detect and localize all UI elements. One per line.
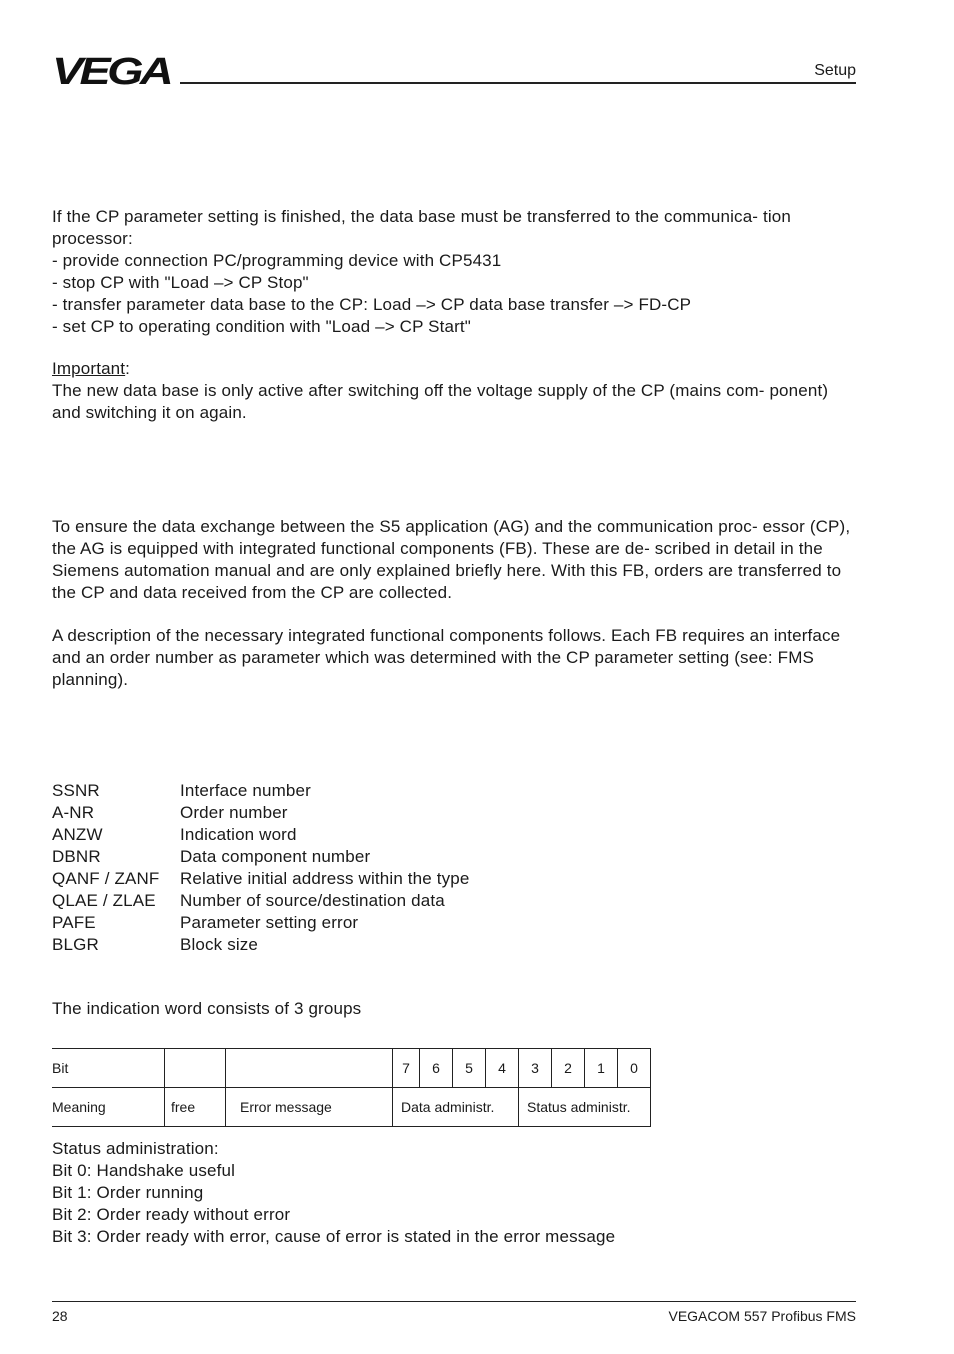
abbreviation-row: SSNR Interface number bbox=[52, 781, 311, 800]
meaning-row bbox=[52, 1088, 651, 1127]
important-label: Important bbox=[52, 359, 126, 378]
error-message-cell: Error message bbox=[226, 1088, 393, 1127]
bit-number: 2 bbox=[552, 1049, 585, 1088]
bit-number: 0 bbox=[618, 1049, 651, 1088]
bit-label: Bit bbox=[52, 1049, 165, 1088]
abbreviation-row: QANF / ZANF Relative initial address within the type bbox=[52, 869, 470, 888]
abbreviation-row: ANZW Indication word bbox=[52, 825, 297, 844]
bit-row bbox=[52, 1049, 651, 1088]
abbreviation-row: DBNR Data component number bbox=[52, 847, 371, 866]
bit-number: 5 bbox=[453, 1049, 486, 1088]
doc-title: VEGACOM 557 Profibus FMS bbox=[668, 1308, 856, 1324]
indication-intro: The indication word consists of 3 groups bbox=[52, 999, 362, 1018]
bit-number: 3 bbox=[519, 1049, 552, 1088]
fb-paragraph-1: To ensure the data exchange between the S5 application (AG) and the communication proc- essor (CP), the AG is equipped with integrated functional components (FB). These are de- scribed in detail in the Siemens automation manual and are only explained briefly here. With this FB, orders are transferred to the CP and data received from the CP are collected. bbox=[52, 517, 851, 602]
step-item: - transfer parameter data base to the CP: Load –> CP data base transfer –> FD-CP bbox=[52, 295, 692, 314]
important-block: Important: The new data base is only active after switching off the voltage supply of the CP (mains com- ponent) and switching it on again. bbox=[52, 358, 856, 424]
status-admin-cell: Status administr. bbox=[519, 1088, 651, 1127]
bit-number: 4 bbox=[486, 1049, 519, 1088]
status-item: Bit 2: Order ready without error bbox=[52, 1205, 291, 1224]
indication-word-table bbox=[52, 1048, 651, 1127]
status-item: Bit 3: Order ready with error, cause of error is stated in the error message bbox=[52, 1227, 616, 1246]
svg-text:VEGA: VEGA bbox=[52, 54, 171, 88]
status-item: Bit 1: Order running bbox=[52, 1183, 204, 1202]
status-admin-block bbox=[52, 1138, 856, 1248]
intro-paragraph: If the CP parameter setting is finished, the data base must be transferred to the communica- tion processor: bbox=[52, 207, 792, 248]
header-rule bbox=[180, 82, 856, 84]
intro-block bbox=[52, 206, 856, 338]
abbreviation-row: PAFE Parameter setting error bbox=[52, 913, 359, 932]
data-admin-cell: Data administr. bbox=[393, 1088, 519, 1127]
page-number: 28 bbox=[52, 1308, 68, 1324]
vega-logo bbox=[52, 54, 172, 88]
bit-number: 6 bbox=[420, 1049, 453, 1088]
fb-paragraph-2: A description of the necessary integrated functional components follows. Each FB requires an interface and an order number as parameter which was determined with the CP parameter setting (see: FMS planning). bbox=[52, 626, 841, 689]
step-item: - provide connection PC/programming device with CP5431 bbox=[52, 251, 502, 270]
section-name: Setup bbox=[814, 62, 856, 79]
meaning-label: Meaning bbox=[52, 1088, 165, 1127]
footer-rule bbox=[52, 1301, 856, 1302]
free-cell: free bbox=[165, 1088, 226, 1127]
step-item: - set CP to operating condition with "Load –> CP Start" bbox=[52, 317, 471, 336]
status-admin-title: Status administration: bbox=[52, 1139, 219, 1158]
important-text: The new data base is only active after switching off the voltage supply of the CP (mains com- ponent) and switching it on again. bbox=[52, 381, 829, 422]
status-item: Bit 0: Handshake useful bbox=[52, 1161, 236, 1180]
abbreviation-list bbox=[52, 780, 469, 956]
abbreviation-row: BLGR Block size bbox=[52, 935, 259, 954]
abbreviation-row: A-NR Order number bbox=[52, 803, 288, 822]
bit-number: 1 bbox=[585, 1049, 618, 1088]
step-item: - stop CP with "Load –> CP Stop" bbox=[52, 273, 309, 292]
bit-number: 7 bbox=[393, 1049, 420, 1088]
abbreviation-row: QLAE / ZLAE Number of source/destination data bbox=[52, 891, 445, 910]
